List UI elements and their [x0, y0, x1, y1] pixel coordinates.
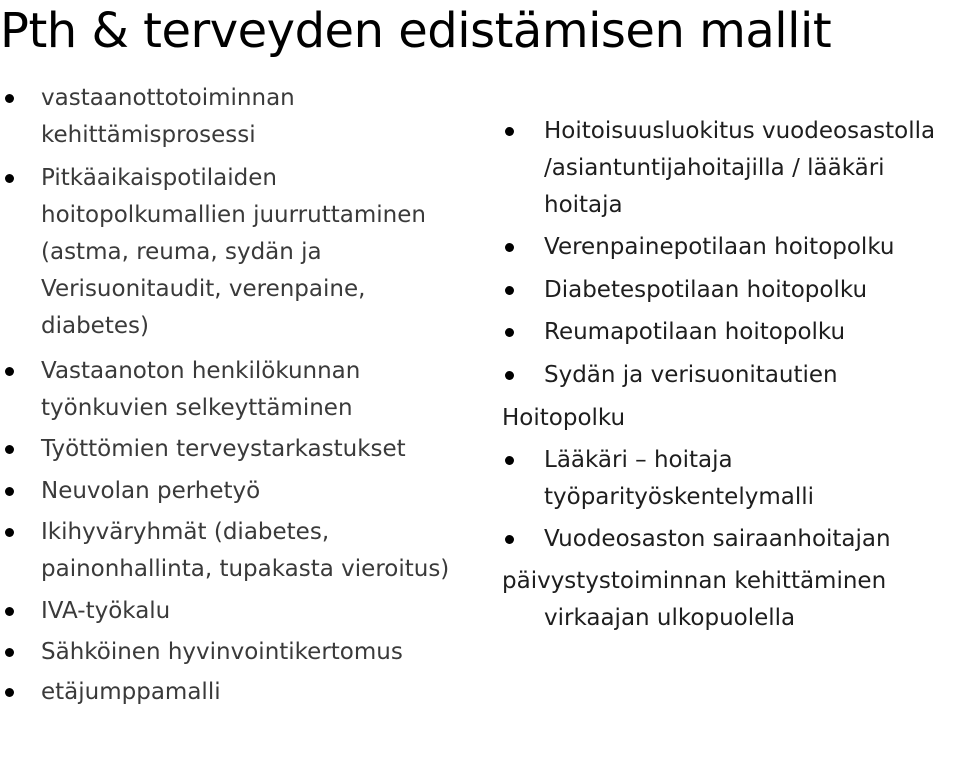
list-item [497, 442, 957, 516]
list-item-text: Pitkäaikaispotilaiden hoitopolkumallien juurruttaminen (astma, reuma, sydän ja Verisuonitaudit, verenpaine, diabetes) [41, 165, 426, 339]
list-item-text: Hoitopolku [502, 405, 626, 431]
list-item-text: Sydän ja verisuonitautien [544, 362, 838, 388]
bullet-icon [505, 127, 514, 136]
bullet-icon [5, 94, 14, 103]
bullet-icon [5, 688, 14, 697]
bullet-icon [5, 528, 14, 537]
list-item [0, 473, 470, 510]
list-item [497, 113, 957, 224]
bullet-icon [505, 243, 514, 252]
bullet-icon [5, 174, 14, 183]
list-item-text: Neuvolan perhetyö [41, 478, 261, 504]
list-item [497, 521, 957, 558]
list-item-text: Vastaanoton henkilökunnan työnkuvien selkeyttäminen [41, 358, 361, 421]
right-bullet-list [497, 113, 957, 643]
list-item [497, 357, 957, 394]
bullet-icon [5, 607, 14, 616]
bullet-icon [505, 286, 514, 295]
list-item-text: Sähköinen hyvinvointikertomus [41, 639, 403, 665]
list-item-text: Lääkäri – hoitaja työparityöskentelymalli [544, 447, 814, 510]
list-item-text: vastaanottotoiminnan kehittämisprosessi [41, 85, 295, 148]
list-item-text: Verenpainepotilaan hoitopolku [544, 234, 895, 260]
bullet-icon [505, 328, 514, 337]
bullet-icon [5, 367, 14, 376]
list-item [497, 400, 957, 437]
list-item [0, 514, 470, 588]
bullet-icon [5, 445, 14, 454]
list-item [0, 80, 470, 154]
bullet-icon [505, 371, 514, 380]
list-item [497, 229, 957, 266]
list-item [0, 431, 470, 468]
bullet-icon [505, 456, 514, 465]
list-item [0, 674, 470, 711]
list-item-text: IVA-työkalu [41, 598, 171, 624]
list-item-text: Reumapotilaan hoitopolku [544, 319, 846, 345]
list-item [0, 634, 470, 671]
list-item [0, 160, 470, 345]
bullet-icon [5, 487, 14, 496]
list-item [0, 353, 470, 427]
list-item-text: päivystystoiminnan kehittäminen virkaajan ulkopuolella [502, 568, 887, 631]
list-item [497, 272, 957, 309]
list-item-text: Diabetespotilaan hoitopolku [544, 277, 868, 303]
list-item [497, 314, 957, 351]
list-item-text: Ikihyväryhmät (diabetes, painonhallinta, tupakasta vieroitus) [41, 519, 450, 582]
slide-title: Pth & terveyden edistämisen mallit [0, 3, 832, 59]
list-item-text: Vuodeosaston sairaanhoitajan [544, 526, 891, 552]
list-item-text: etäjumppamalli [41, 679, 221, 705]
list-item-text: Työttömien terveystarkastukset [41, 436, 406, 462]
list-item [497, 563, 957, 637]
bullet-icon [505, 535, 514, 544]
list-item-text: Hoitoisuusluokitus vuodeosastolla /asiantuntijahoitajilla / lääkäri hoitaja [544, 118, 936, 218]
bullet-icon [5, 648, 14, 657]
list-item [0, 593, 470, 630]
left-bullet-list [0, 80, 470, 714]
